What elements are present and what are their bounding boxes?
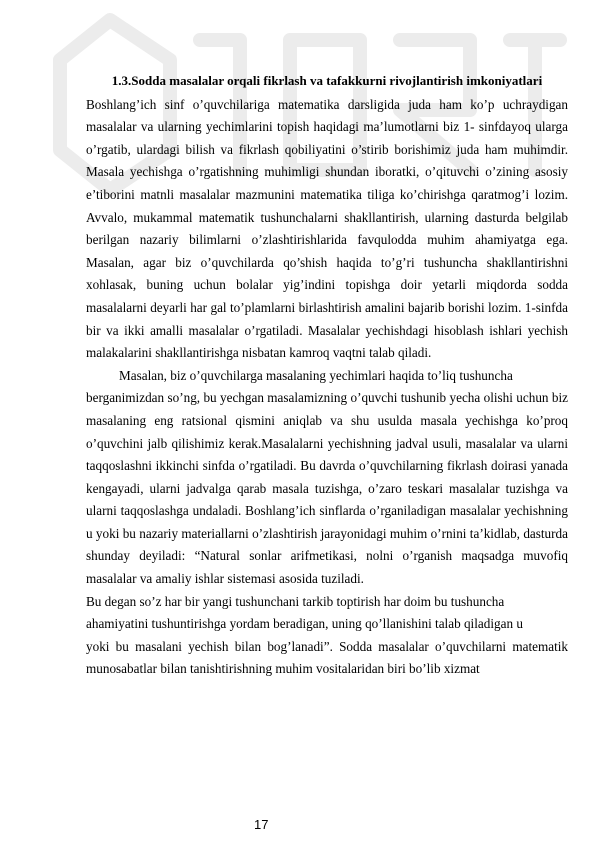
paragraph-2: berganimizdan so’ng, bu yechgan masalamizning o’quvchi tushunib yecha olishi uchun biz masalaning eng ratsional qismini aniqlab va shu usulda masala yechishga ko’proq o’quvchini jalb qilishimiz kerak.Masalalarni yechishning jadval usuli, masalalar va ularni taqqoslashni ikkinchi sinfda o’rgatiladi. Bu davrda o’quvchilarning fikrlash doirasi yanada kengayadi, ularni jadvalga qarab masala tuzishga, o’zaro teskari masalalar tuzishga va ularni taqqoslashga undaladi. Boshlang’ich sinflarda o’rganiladigan masalalar yechishning u yoki bu nazariy materiallarni o’zlashtirish jarayonidagi muhim o’rnini ta’kidlab, dasturda shunday deyiladi: “Natural sonlar arifmetikasi, nolni o’rganish maqsadga muvofiq masalalar va amaliy ishlar sistemasi asosida tuziladi.: [86, 390, 568, 587]
paragraph-1: Boshlang’ich sinf o’quvchilariga matematika darsligida juda ham ko’p uchraydigan masalalar va ularning yechimlarini topish haqidagi ma’lumotlarni biz 1- sinfdayoq ularga o’rgatib, ulardagi bilish va fikrlash qobiliyatini o’stirib borishimiz juda ham muhimdir. Masala yechishga o’rgatishning muhimligi shundan iboratki, o’qituvchi o’zining asosiy e’tiborini matnli masalalar mazmunini matematika tiliga ko’chirishga qaratmog’i lozim. Avvalo, mukammal matematik tushunchalarni shakllantirish, ularning dasturda belgilab berilgan nazariy bilimlarni o’zlashtirishlarida favqulodda muhim ahamiyatga ega. Masalan, agar biz o’quvchilarda qo’shish haqida to’g’ri tushuncha shakllantirishni xohlasak, buning uchun bolalar yig’indini topishga doir yetarli miqdorda sodda masalalarni deyarli har gal to’plamlarni birlashtirish amalini bajarib borishi lozim. 1-sinfda bir va ikki amalli masalalar o’rgatiladi. Masalalar yechishdagi hisoblash ishlari yechish malakalarini shakllantirishga nisbatan kamroq vaqtni talab qiladi.: [86, 96, 568, 361]
paragraph-3-line-b: ahamiyatini tushuntirishga yordam beradigan, uning qo’llanishini talab qiladigan u: [86, 616, 523, 632]
page-number: 17: [254, 817, 269, 832]
paragraph-3-line-a: Bu degan so’z har bir yangi tushunchani tarkib toptirish har doim bu tushuncha: [86, 593, 505, 609]
paragraph-3: yoki bu masalani yechish bilan bog’lanadi”. Sodda masalalar o’quvchilarni matematik munosabatlar bilan tanishtirishning muhim vositalaridan biri bo’lib xizmat: [86, 638, 568, 677]
paragraph-2-intro: Masalan, biz o’quvchilarga masalaning yechimlari haqida to’liq tushuncha: [119, 367, 513, 383]
document-body: [86, 70, 568, 681]
section-heading: 1.3.Sodda masalalar orqali fikrlash va tafakkurni rivojlantirish imkoniyatlari: [111, 73, 543, 88]
